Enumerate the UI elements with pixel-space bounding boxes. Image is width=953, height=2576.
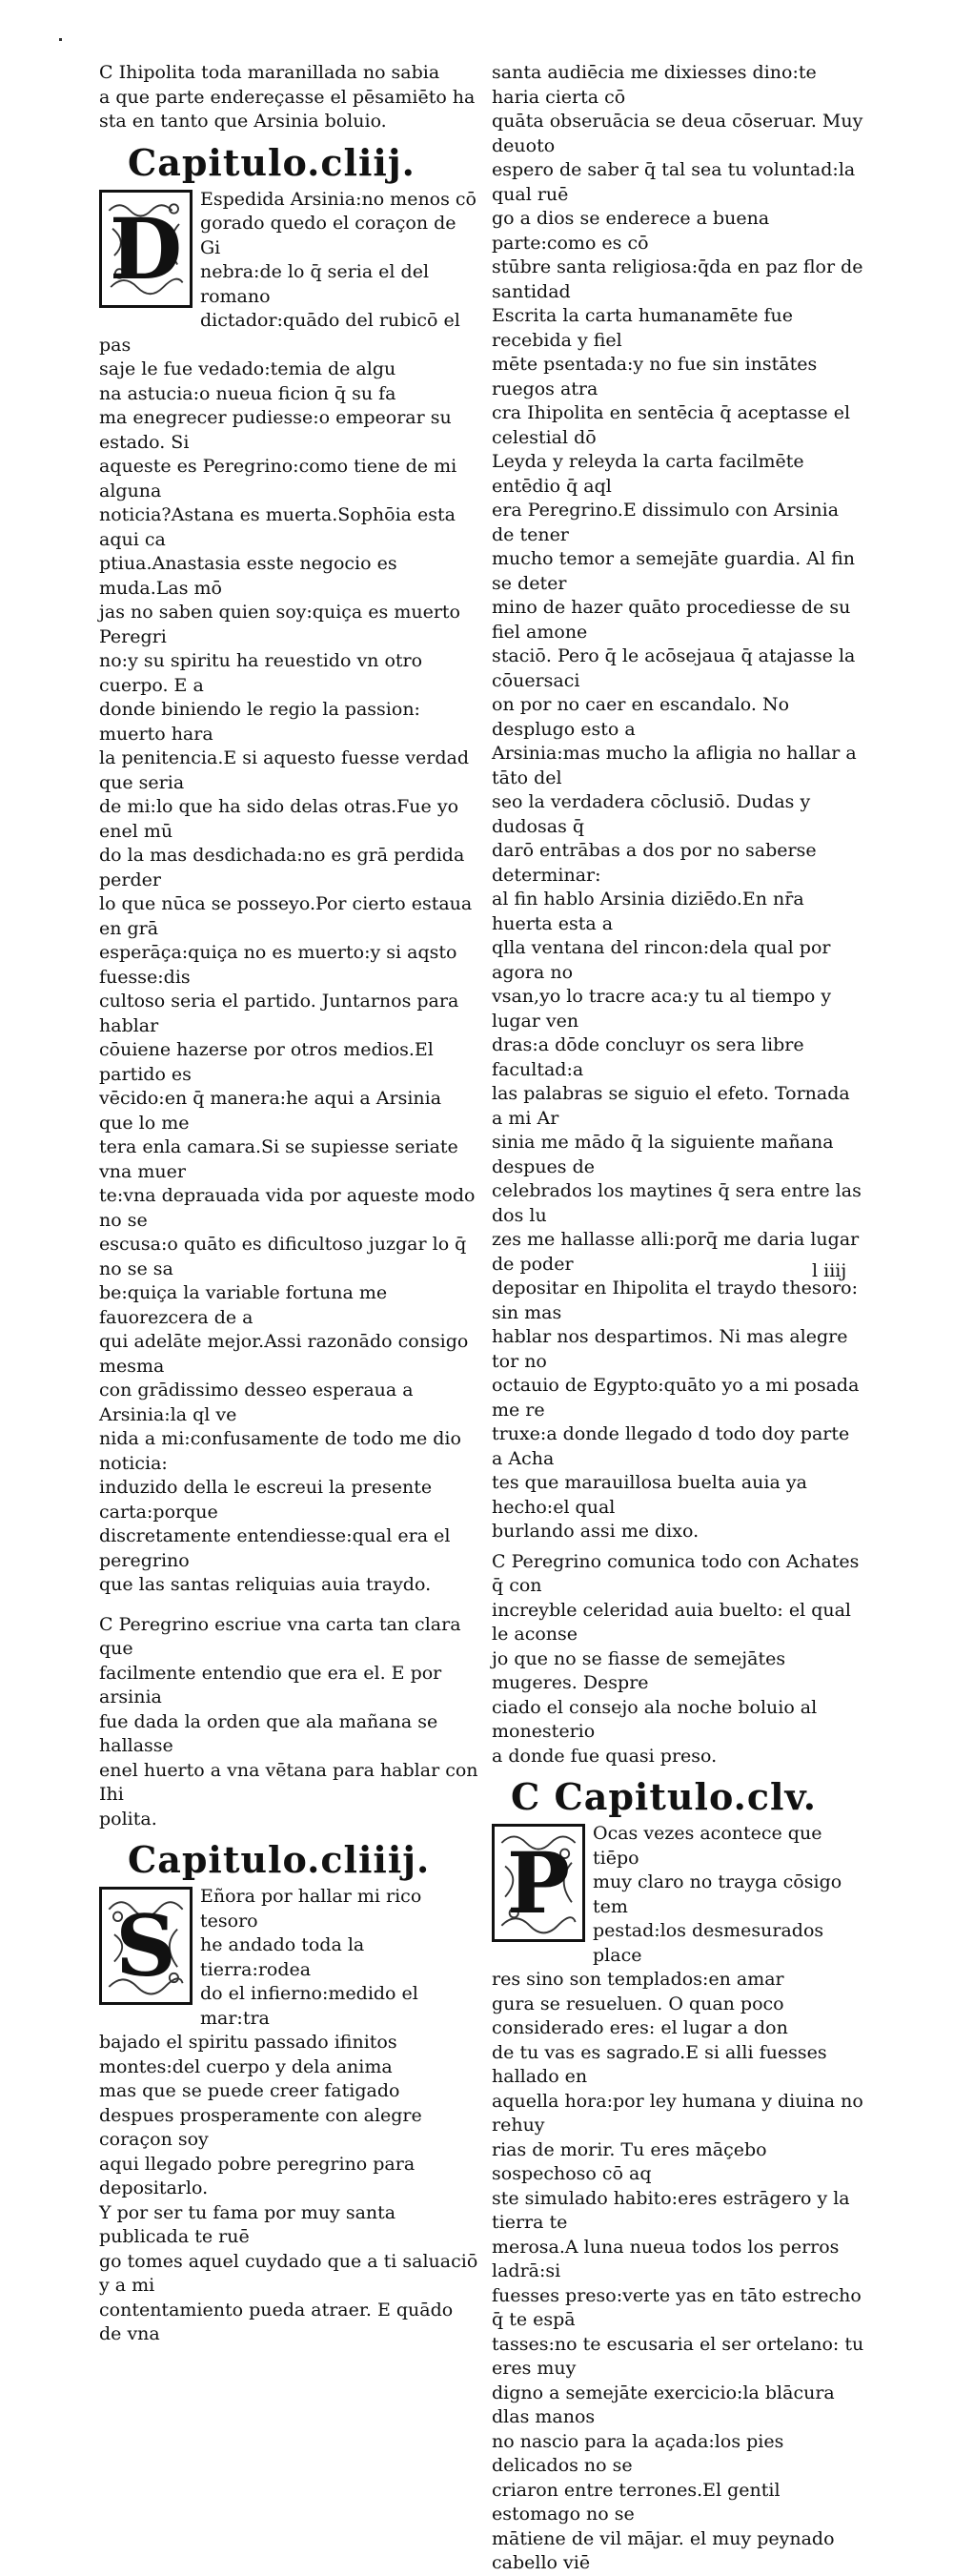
chapter-heading-cliiij: Capitulo.cliiij. — [128, 1838, 431, 1881]
decorated-initial-p — [492, 1824, 585, 1942]
continued-text: santa audiēcia me dixiesses dino:te haria cierta cō quāta obseruācia se deua cōseruar. Muy deuoto espero de saber q̄ tal sea tu voluntad:la qual ruē go a dios se enderece a buena parte:como es cō stūbre santa religiosa:q̄da en paz flor de santidad Escrita la carta humanamēte fue recebida y fiel mēte psentada:y no fue sin instātes ruegos atra cra Ihipolita en sentēcia q̄ aceptasse el celestial dō Leyda y releyda la carta facilmēte entēdio q̄ aql era Peregrino.E dissimulo con Arsinia de tener mucho temor a semejāte guardia. Al fin se deter mino de hazer quāto procediesse de su fiel amone staciō. Pero q̄ le acōsejaua q̄ atajasse la cōuersaci on por no caer en escandalo. No desplugo esto a Arsinia:mas mucho la afligia no hallar a tāto del seo la verdadera cōclusiō. Dudas y dudosas q̄ darō entrābas a dos por no saberse determinar: al fin hablo Arsinia diziēdo.En nr̄a huerta esta a qlla ventana del rincon:dela qual por agora no vsan,yo lo tracre aca:y tu al tiempo y lugar ven dras:a dōde concluyr os sera libre facultad:a las palabras se siguio el efeto. Tornada a mi Ar sinia me mādo q̄ la siguiente mañana despues de celebrados los maytines q̄ sera entre las dos lu zes me hallasse alli:porq̄ me daria lugar de poder depositar en Ihipolita el traydo thesoro: sin mas hablar nos despartimos. Ni mas alegre tor no octauio de Egypto:quāto yo a mi posada me re truxe:a donde llegado d todo doy parte a Acha tes que marauillosa buelta auia ya hecho:el qual burlando assi me dixo. — [492, 62, 863, 1542]
chapter-text: Eñora por hallar mi rico tesoro he andado toda la tierra:rodea do el infierno:medido el mar:tra bajado el spiritu passado ifinitos montes:del cuerpo y dela anima mas que se puede creer fatigado despues prosperamente con alegre coraçon soy aqui llegado pobre peregrino para depositarlo. Y por ser tu fama por muy santa publicada te ruē go tomes aquel cuydado que a ti saluaciō y a mi contentamiento pueda atraer. E quādo de vna — [99, 1886, 478, 2344]
chapter-cliij — [99, 188, 480, 1598]
chapter-cliiij — [99, 1885, 480, 2347]
rubric-summary: Ⅽ Peregrino comunica todo con Achates q̄ con increyble celeridad auia buelto: el qual le aconse jo que no se fiasse de semejātes mugeres. Despre ciado el consejo ala noche boluio al monesterio a donde fue quasi preso. — [492, 1550, 860, 1767]
initial-letter: D — [109, 198, 183, 298]
chapter-heading-cliij: Capitulo.cliij. — [128, 140, 416, 184]
initial-letter: P — [506, 1833, 571, 1932]
decorated-initial-s — [99, 1887, 193, 2005]
right-column — [492, 61, 865, 2576]
chapter-text: Espedida Arsinia:no menos cō gorado quedo el coraçon de Gi nebra:de lo q̄ seria el del romano dictador:quādo del rubicō el pas saje le fue vedado:temia de algu na astucia:o nueua ficion q̄ su fa ma enegrecer pudiesse:o empeorar su estado. Si aqueste es Peregrino:como tiene de mi alguna noticia?Astana es muerta.Sophōia esta aqui ca ptiua.Anastasia esste negocio es muda.Las mō jas no saben quien soy:quiça es muerto Peregri no:y su spiritu ha reuestido vn otro cuerpo. E a donde biniendo le regio la passion: muerto hara la penitencia.E si aquesto fuesse verdad que seria de mi:lo que ha sido delas otras.Fue yo enel mū do la mas desdichada:no es grā perdida perder lo que nūca se posseyo.Por cierto estaua en grā esperāça:quiça no es muerto:y si aqsto fuesse:dis cultoso seria el partido. Juntarnos para hablar cōuiene hazerse por otros medios.El partido es vēcido:en q̄ manera:he aqui a Arsinia que lo me tera enla camara.Si se supiesse seriate vna muer te:vna deprauada vida por aqueste modo no se escusa:o quāto es dificultoso juzgar lo q̄ no se sa be:quiça la variable fortuna me fauorezcera de a qui adelāte mejor.Assi razonādo consigo mesma con grādissimo desseo esperaua a Arsinia:la ql ve nida a mi:confusamente de todo me dio noticia: induzido della le escreui la presente carta:porque discretamente entendiesse:qual era el peregrino que las santas reliquias auia traydo. — [99, 188, 476, 1595]
chapter-heading-clv: Ⅽ Capitulo.clv. — [511, 1775, 817, 1818]
folio-number: l iiij — [812, 1260, 847, 1281]
intro-paragraph: Ⅽ Ihipolita toda maranillada no sabia a que parte endereçasse el pēsamiēto ha sta en tanto que Arsinia boluio. — [99, 62, 476, 132]
decorated-initial-d — [99, 190, 193, 308]
rubric-summary: Ⅽ Peregrino escriue vna carta tan clara que facilmente entendio que era el. E por arsinia fue dada la orden que ala mañana se hallasse enel huerto a vna vētana para hablar con Ihi polita. — [99, 1613, 478, 1830]
ink-speck — [59, 38, 62, 41]
left-column — [99, 61, 480, 2347]
chapter-clv — [492, 1822, 865, 2576]
chapter-text: Ocas vezes acontece que tiēpo muy claro no trayga cōsigo tem pestad:los desmesurados place res sino son templados:en amar gura se resueluen. O quan poco considerado eres: el lugar a don de tu vas es sagrado.E si alli fuesses hallado en aquella hora:por ley humana y diuina no rehuy rias de morir. Tu eres māçebo sospechoso cō aq ste simulado habito:eres estrāgero y la tierra te merosa.A luna nueua todos los perros ladrā:si fuesses preso:verte yas en tāto estrecho q̄ te espā tasses:no te escusaria el ser ortelano: tu eres muy digno a semejāte exercicio:la blācura dlas manos no nascio para la açada:los pies delicados no se criaron entre terrones.El gentil estomago no se mātiene de vil mājar. el muy peynado cabello viē — [492, 1823, 864, 2573]
initial-letter: S — [115, 1896, 176, 1995]
